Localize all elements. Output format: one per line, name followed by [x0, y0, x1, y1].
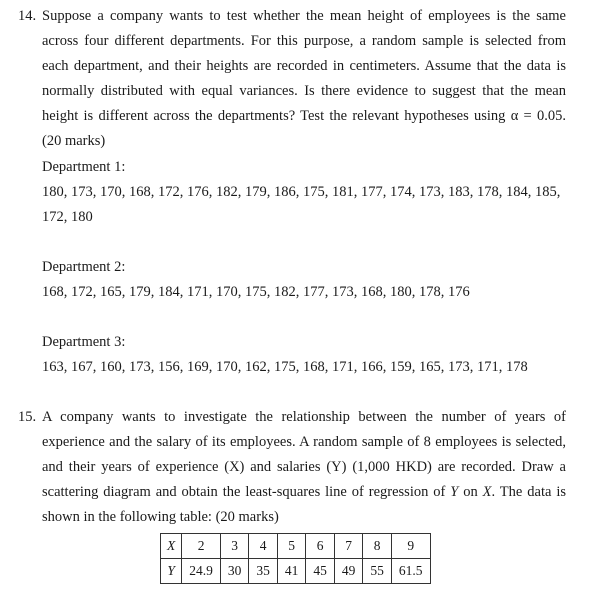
- department-2-values: 168, 172, 165, 179, 184, 171, 170, 175, 182, 177, 173, 168, 180, 178, 176: [42, 284, 470, 300]
- department-2-block: [42, 255, 568, 305]
- table-row-label-y: Y: [161, 559, 182, 584]
- table-row-x: [161, 534, 431, 559]
- department-3-values: 163, 167, 160, 173, 156, 169, 170, 162, 175, 168, 171, 166, 159, 165, 173, 171, 178: [42, 359, 528, 375]
- table-cell-y: 35: [249, 559, 278, 584]
- question-14: [18, 4, 566, 154]
- table-cell-y: 55: [363, 559, 392, 584]
- table-cell-x: 2: [182, 534, 221, 559]
- question-14-text: Suppose a company wants to test whether the mean height of employees is the same across four different departments. For this purpose, a random sample is selected from each department, and their heights are recorded in centimeters. Assume that the data is normally distributed with equal variances. Is there evidence to suggest that the mean height is different across the departments? Test the relevant hypotheses using α = 0.05. (20 marks): [42, 8, 566, 149]
- question-15-number: 15.: [18, 409, 37, 425]
- department-3-block: [42, 330, 568, 380]
- table-cell-x: 9: [391, 534, 430, 559]
- table-cell-x: 3: [220, 534, 249, 559]
- table-cell-x: 5: [277, 534, 306, 559]
- table-cell-x: 6: [306, 534, 335, 559]
- question-14-number: 14.: [18, 8, 37, 24]
- table-cell-x: 4: [249, 534, 278, 559]
- table-row-label-x: X: [161, 534, 182, 559]
- department-2-title: Department 2:: [42, 259, 126, 275]
- department-1-title: Department 1:: [42, 159, 126, 175]
- question-15-text-part1: A company wants to investigate the relationship between the number of years of experience and the salary of its employees. A random sample of 8 employees is selected, and their years of experience (X) and salaries (Y) (1,000 HKD) are recorded. Draw a scattering diagram and obtain the least-squares line of regression of: [42, 409, 566, 500]
- department-3-title: Department 3:: [42, 334, 126, 350]
- table-cell-y: 45: [306, 559, 335, 584]
- table-cell-x: 8: [363, 534, 392, 559]
- table-cell-x: 7: [334, 534, 363, 559]
- table-cell-y: 41: [277, 559, 306, 584]
- question-15-text-on: on: [458, 484, 483, 500]
- question-15: [18, 405, 566, 530]
- question-15-text-part2: . The data is shown in the following table: (20 marks): [42, 484, 566, 525]
- experience-salary-table: [160, 533, 431, 584]
- question-15-x-variable: X: [482, 484, 492, 500]
- department-1-values: 180, 173, 170, 168, 172, 176, 182, 179, 186, 175, 181, 177, 174, 173, 183, 178, 184, 185, 172, 180: [42, 184, 561, 225]
- question-15-y-variable: Y: [450, 484, 459, 500]
- table-cell-y: 24.9: [182, 559, 221, 584]
- department-1-block: [42, 155, 568, 230]
- table-cell-y: 61.5: [391, 559, 430, 584]
- question-15-text: [42, 405, 566, 530]
- table-cell-y: 49: [334, 559, 363, 584]
- table-row-y: [161, 559, 431, 584]
- table-cell-y: 30: [220, 559, 249, 584]
